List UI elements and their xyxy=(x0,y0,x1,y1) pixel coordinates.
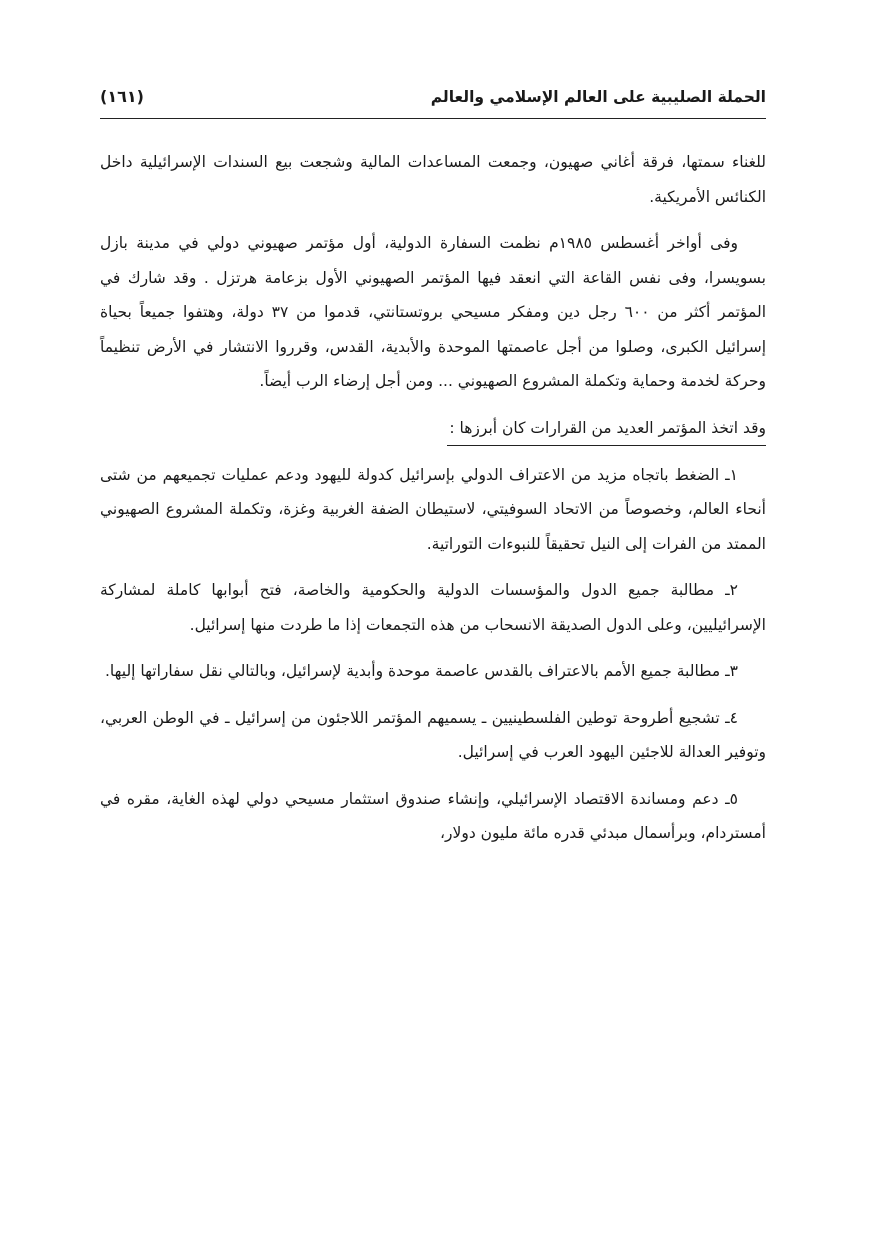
page-number: (١٦١) xyxy=(100,87,144,106)
resolution-item-5: ٥ـ دعم ومساندة الاقتصاد الإسرائيلي، وإنشاء صندوق استثمار مسيحي دولي لهذه الغاية، مقره في أمستردام، وبرأسمال مبدئي قدره مائة مليون دولار، xyxy=(100,789,766,842)
running-header-title: الحملة الصليبية على العالم الإسلامي والعالم xyxy=(430,88,766,106)
resolutions-lead xyxy=(100,411,766,446)
resolution-item-1: ١ـ الضغط باتجاه مزيد من الاعتراف الدولي بإسرائيل كدولة لليهود ودعم عمليات تجميعهم من شتى أنحاء العالم، وخصوصاً من الاتحاد السوفيتي، لاستيطان الضفة الغربية وغزة، وتكملة المشروع الصهيوني الممتد من الفرات إلى النيل تحقيقاً للنبوءات التوراتية. xyxy=(100,465,766,553)
resolution-item-4: ٤ـ تشجيع أطروحة توطين الفلسطينيين ـ يسميهم المؤتمر اللاجئون من إسرائيل ـ في الوطن العربي، وتوفير العدالة للاجئين اليهود العرب في إسرائيل. xyxy=(100,708,766,761)
running-header xyxy=(100,86,766,119)
resolution-item-3: ٣ـ مطالبة جميع الأمم بالاعتراف بالقدس عاصمة موحدة وأبدية لإسرائيل، وبالتالي نقل سفاراتها إليها. xyxy=(104,662,738,680)
body-text xyxy=(100,145,766,863)
paragraph-continuation: للغناء سمتها، فرقة أغاني صهيون، وجمعت المساعدات المالية وشجعت بيع السندات الإسرائيلية داخل الكنائس الأمريكية. xyxy=(100,153,766,206)
paragraph-conference: وفى أواخر أغسطس ١٩٨٥م نظمت السفارة الدولية، أول مؤتمر صهيوني دولي في مدينة بازل بسويسرا، وفى نفس القاعة التي انعقد فيها المؤتمر الصهيوني الأول بزعامة هرتزل . وقد شارك في المؤتمر أكثر من ٦٠٠ رجل دين ومفكر مسيحي بروتستانتي، قدموا من ٣٧ دولة، وهتفوا جميعاً بحياة إسرائيل الكبرى، وصلوا من أجل عاصمتها الموحدة والأبدية، القدس، وقرروا الانتشار في الأرض تنظيماً وحركة لخدمة وحماية وتكملة المشروع الصهيوني ... ومن أجل إرضاء الرب أيضاً. xyxy=(100,234,766,390)
resolution-item-2: ٢ـ مطالبة جميع الدول والمؤسسات الدولية والحكومية والخاصة، فتح أبوابها كاملة لمشاركة الإسرائيليين، وعلى الدول الصديقة الانسحاب من هذه التجمعات إذا ما طردت منها إسرائيل. xyxy=(100,581,766,634)
resolutions-lead-underlined: وقد اتخذ المؤتمر العديد من القرارات كان أبرزها : xyxy=(447,413,766,446)
